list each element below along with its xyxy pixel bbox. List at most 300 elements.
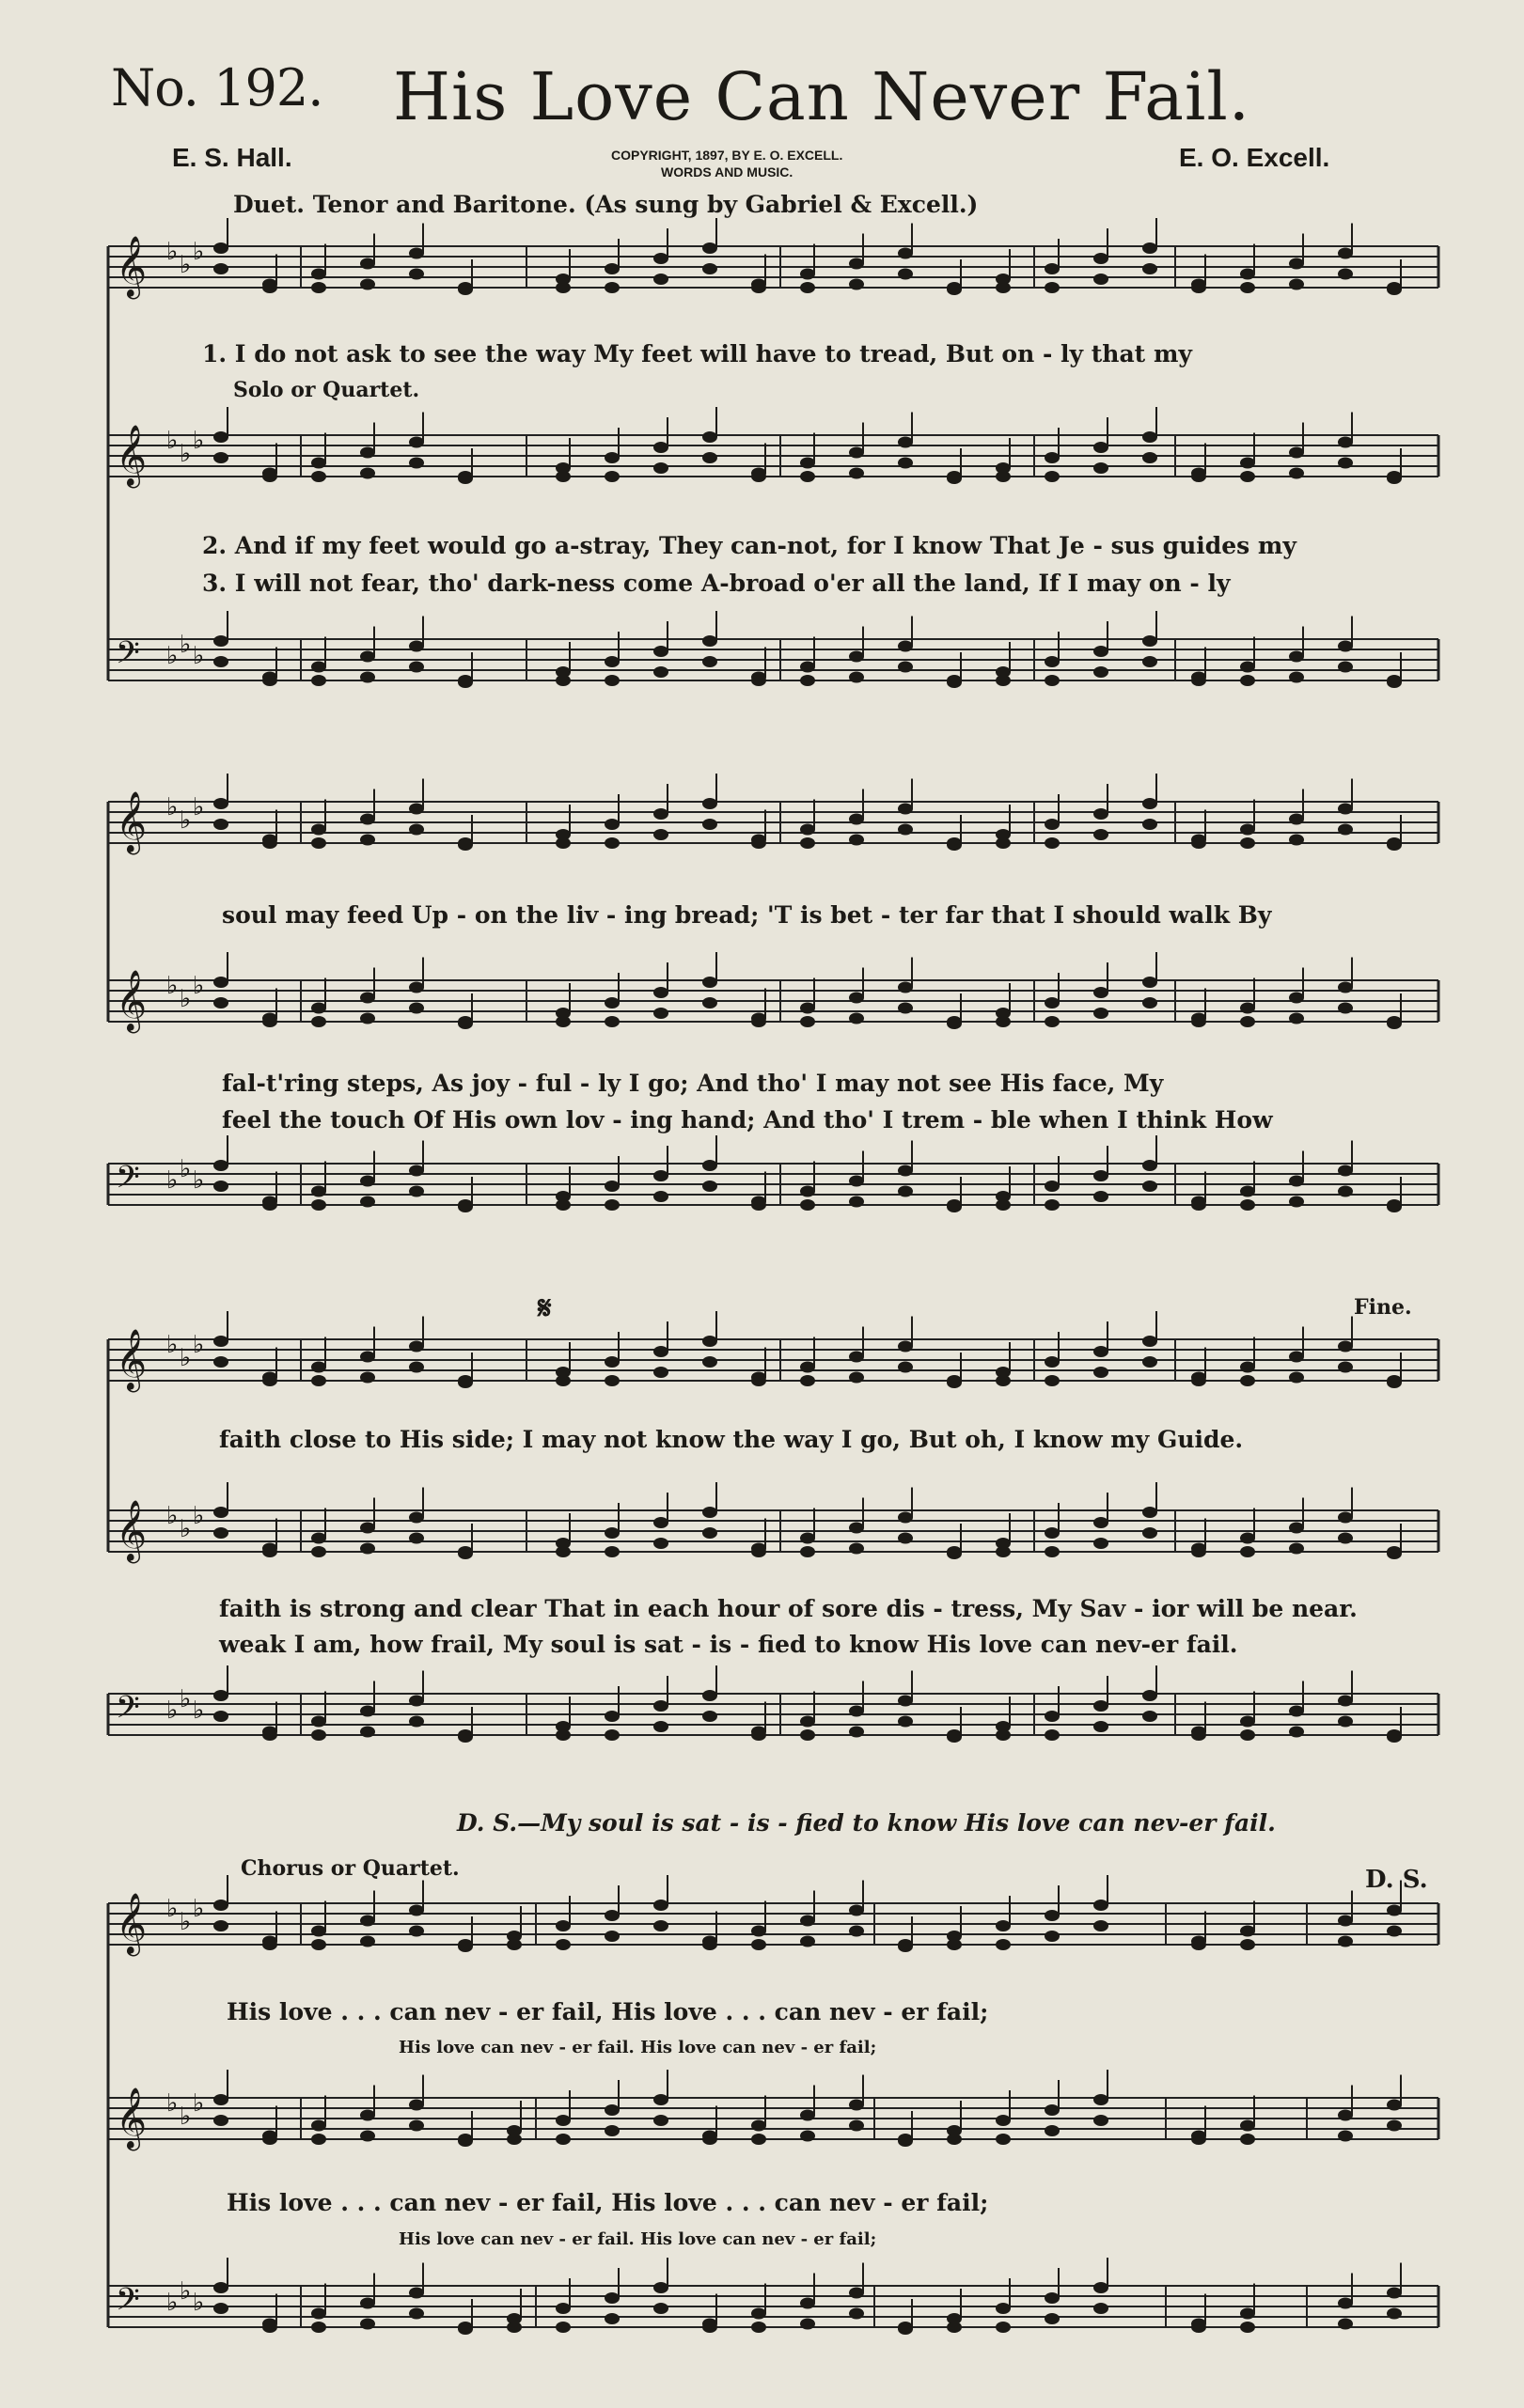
note-head <box>605 1016 620 1027</box>
note-head <box>1387 1729 1402 1741</box>
note-head <box>800 1716 815 1728</box>
flat-sign-icon: ♭ <box>193 427 205 455</box>
note-head <box>800 1016 815 1027</box>
system2-verse3: feel the touch Of His own lov - ing hand; And tho' I trem - ble when I think How <box>222 1106 1273 1134</box>
note-head <box>1387 1199 1402 1211</box>
flat-sign-icon: ♭ <box>166 427 179 455</box>
note-head <box>556 1546 571 1557</box>
note-head <box>556 837 571 849</box>
note-head <box>1387 471 1402 482</box>
note-head <box>849 258 864 270</box>
note-head <box>1240 1716 1255 1728</box>
note-head <box>1387 1375 1402 1386</box>
note-head <box>409 248 424 259</box>
flat-sign-icon: ♭ <box>166 1502 179 1530</box>
note-head <box>311 458 326 469</box>
note-head <box>996 471 1011 482</box>
note-head <box>849 672 864 683</box>
chorus-label: Chorus or Quartet. <box>241 1856 460 1881</box>
note-head <box>1045 1181 1060 1192</box>
note-head <box>1093 1721 1108 1732</box>
note-head <box>898 1533 913 1544</box>
note-head <box>1142 452 1157 463</box>
note-head <box>409 2120 424 2132</box>
bass-clef-icon: 𝄢 <box>116 2282 140 2325</box>
note-head <box>702 819 717 830</box>
system1-verse3: 3. I will not fear, tho' dark-ness come A-broad o'er all the land, If I may on - ly <box>202 570 1231 597</box>
note-head <box>1240 1016 1255 1027</box>
note-head <box>996 2303 1011 2314</box>
note-head <box>1142 263 1157 274</box>
note-head <box>653 1700 668 1712</box>
note-head <box>947 837 962 849</box>
copyright-subline: WORDS AND MUSIC. <box>661 164 793 180</box>
note-head <box>213 1160 228 1171</box>
note-head <box>1387 2100 1402 2111</box>
note-head <box>947 1939 962 1950</box>
note-head <box>360 1523 375 1534</box>
note-head <box>898 1003 913 1014</box>
note-head <box>458 471 473 482</box>
note-head <box>1093 666 1108 678</box>
note-head <box>996 1939 1011 1950</box>
flat-sign-icon: ♭ <box>193 238 205 266</box>
note-head <box>213 819 228 830</box>
note-head <box>1338 458 1353 469</box>
note-head <box>1142 1690 1157 1701</box>
note-head <box>458 675 473 686</box>
note-head <box>800 1362 815 1373</box>
note-head <box>1289 1543 1304 1555</box>
note-head <box>849 1727 864 1738</box>
note-head <box>751 2120 766 2132</box>
note-head <box>1093 2282 1108 2293</box>
note-head <box>409 1926 424 1937</box>
note-head <box>996 1546 1011 1557</box>
note-head <box>653 829 668 840</box>
note-head <box>1240 837 1255 849</box>
note-head <box>605 2292 620 2304</box>
note-head <box>311 675 326 686</box>
note-head <box>702 452 717 463</box>
note-head <box>605 471 620 482</box>
note-head <box>1289 1352 1304 1363</box>
note-head <box>213 977 228 988</box>
note-head <box>1142 656 1157 667</box>
note-head <box>1142 819 1157 830</box>
flat-sign-icon: ♭ <box>193 1331 205 1359</box>
note-head <box>605 837 620 849</box>
note-head <box>262 1199 277 1211</box>
note-head <box>1338 2319 1353 2330</box>
flat-sign-icon: ♭ <box>166 972 179 1000</box>
note-head <box>1142 798 1157 809</box>
note-head <box>996 1199 1011 1211</box>
note-head <box>702 2134 717 2145</box>
note-head <box>409 804 424 815</box>
note-head <box>1289 258 1304 270</box>
note-head <box>556 282 571 293</box>
note-head <box>800 1186 815 1197</box>
note-head <box>800 675 815 686</box>
note-head <box>311 282 326 293</box>
note-head <box>1093 1346 1108 1357</box>
note-head <box>360 2298 375 2309</box>
note-head <box>556 1729 571 1741</box>
note-head <box>458 1546 473 1557</box>
note-head <box>849 651 864 663</box>
note-head <box>1240 1186 1255 1197</box>
chorus-line2: His love . . . can nev - er fail, His love . . . can nev - er fail; <box>227 2189 989 2216</box>
note-head <box>1289 993 1304 1004</box>
note-head <box>409 1716 424 1728</box>
flat-sign-icon: ♭ <box>193 1166 205 1195</box>
note-head <box>360 1176 375 1187</box>
treble-clef-icon: 𝄞 <box>116 970 148 1031</box>
flat-sign-icon: ♭ <box>166 1697 179 1725</box>
note-head <box>556 1199 571 1211</box>
note-head <box>213 2094 228 2105</box>
note-head <box>1142 1356 1157 1368</box>
note-head <box>1093 1008 1108 1019</box>
note-head <box>360 447 375 459</box>
note-head <box>360 258 375 270</box>
note-head <box>1045 837 1060 849</box>
note-head <box>898 1186 913 1197</box>
note-head <box>1093 253 1108 264</box>
note-head <box>1191 1375 1206 1386</box>
note-head <box>1338 641 1353 652</box>
note-head <box>800 1915 815 1927</box>
note-head <box>751 2134 766 2145</box>
note-head <box>605 656 620 667</box>
note-head <box>1387 675 1402 686</box>
note-head <box>605 2313 620 2324</box>
note-head <box>702 242 717 254</box>
note-head <box>605 282 620 293</box>
note-head <box>1240 824 1255 836</box>
note-head <box>262 675 277 686</box>
note-head <box>311 837 326 849</box>
note-head <box>653 646 668 657</box>
note-head <box>898 1512 913 1524</box>
note-head <box>751 471 766 482</box>
note-head <box>360 1013 375 1024</box>
note-head <box>360 2131 375 2142</box>
note-head <box>1093 1700 1108 1712</box>
note-head <box>605 1199 620 1211</box>
bass-clef-icon: 𝄢 <box>116 635 140 679</box>
flat-sign-icon: ♭ <box>193 2289 205 2317</box>
note-head <box>1387 1546 1402 1557</box>
note-head <box>653 1721 668 1732</box>
note-head <box>605 1729 620 1741</box>
note-head <box>1093 1517 1108 1528</box>
note-head <box>653 2094 668 2105</box>
flat-sign-icon: ♭ <box>166 1331 179 1359</box>
note-head <box>1289 1196 1304 1208</box>
flat-sign-icon: ♭ <box>180 806 192 835</box>
note-head <box>653 1517 668 1528</box>
note-head <box>1045 1356 1060 1368</box>
note-head <box>1387 1926 1402 1937</box>
flat-sign-icon: ♭ <box>166 1895 179 1923</box>
note-head <box>1240 1546 1255 1557</box>
note-head <box>996 2115 1011 2126</box>
note-head <box>360 1936 375 1947</box>
note-head <box>1240 2308 1255 2320</box>
note-head <box>1338 1165 1353 1177</box>
note-head <box>800 458 815 469</box>
note-head <box>605 2104 620 2116</box>
treble-clef-icon: 𝄞 <box>116 1893 148 1954</box>
copyright-line: COPYRIGHT, 1897, BY E. O. EXCELL. <box>611 148 843 163</box>
flat-sign-icon: ♭ <box>166 238 179 266</box>
note-head <box>262 837 277 849</box>
note-head <box>702 1356 717 1368</box>
note-head <box>702 1711 717 1722</box>
note-head <box>1045 1931 1060 1942</box>
flat-sign-icon: ♭ <box>193 793 205 821</box>
note-head <box>1289 835 1304 846</box>
note-head <box>262 1016 277 1027</box>
note-head <box>360 1196 375 1208</box>
note-head <box>996 282 1011 293</box>
note-head <box>849 835 864 846</box>
note-head <box>1142 1181 1157 1192</box>
note-head <box>1142 1507 1157 1518</box>
note-head <box>458 2322 473 2333</box>
note-head <box>653 666 668 678</box>
note-head <box>653 274 668 285</box>
note-head <box>1289 1013 1304 1024</box>
flat-sign-icon: ♭ <box>180 1344 192 1372</box>
note-head <box>996 675 1011 686</box>
note-head <box>1093 1367 1108 1378</box>
note-head <box>1289 447 1304 459</box>
note-head <box>1191 1016 1206 1027</box>
note-head <box>1240 662 1255 673</box>
note-head <box>702 2322 717 2333</box>
note-head <box>311 1546 326 1557</box>
note-head <box>1045 997 1060 1009</box>
note-head <box>409 269 424 280</box>
note-head <box>898 804 913 815</box>
note-head <box>409 2308 424 2320</box>
performance-note: Duet. Tenor and Baritone. (As sung by Gabriel & Excell.) <box>233 191 979 218</box>
note-head <box>1289 468 1304 479</box>
note-head <box>213 1181 228 1192</box>
note-head <box>605 1931 620 1942</box>
note-head <box>1338 248 1353 259</box>
note-head <box>409 982 424 993</box>
note-head <box>1338 1512 1353 1524</box>
flat-sign-icon: ♭ <box>180 631 192 659</box>
note-head <box>898 269 913 280</box>
note-head <box>1045 1016 1060 1027</box>
note-head <box>262 282 277 293</box>
note-head <box>360 1915 375 1927</box>
note-head <box>1387 837 1402 849</box>
note-head <box>849 993 864 1004</box>
note-head <box>751 2322 766 2333</box>
note-head <box>702 263 717 274</box>
note-head <box>360 1727 375 1738</box>
note-head <box>849 468 864 479</box>
note-head <box>1045 2313 1060 2324</box>
note-head <box>1045 263 1060 274</box>
note-head <box>1338 662 1353 673</box>
note-head <box>800 1003 815 1014</box>
note-head <box>800 824 815 836</box>
note-head <box>213 635 228 647</box>
note-head <box>849 447 864 459</box>
note-head <box>213 431 228 443</box>
note-head <box>1338 2110 1353 2121</box>
note-head <box>800 2298 815 2309</box>
flat-sign-icon: ♭ <box>180 1155 192 1183</box>
note-head <box>1289 814 1304 825</box>
note-head <box>849 1543 864 1555</box>
note-head <box>1093 442 1108 453</box>
note-head <box>947 282 962 293</box>
note-head <box>458 1016 473 1027</box>
note-head <box>1191 1546 1206 1557</box>
note-head <box>1289 651 1304 663</box>
note-head <box>849 1905 864 1916</box>
note-head <box>947 1375 962 1386</box>
system2-verse2: fal-t'ring steps, As joy - ful - ly I go; And tho' I may not see His face, My <box>222 1070 1164 1097</box>
note-head <box>1142 431 1157 443</box>
note-head <box>1191 282 1206 293</box>
note-head <box>1240 269 1255 280</box>
note-head <box>653 2115 668 2126</box>
note-head <box>213 2282 228 2293</box>
note-head <box>1240 1199 1255 1211</box>
note-head <box>1093 1170 1108 1181</box>
note-head <box>213 1507 228 1518</box>
bass-clef-icon: 𝄢 <box>116 1690 140 1733</box>
note-head <box>213 1711 228 1722</box>
note-head <box>409 641 424 652</box>
note-head <box>1191 837 1206 849</box>
note-head <box>947 1729 962 1741</box>
note-head <box>409 1165 424 1177</box>
note-head <box>1093 808 1108 820</box>
note-head <box>311 2120 326 2132</box>
note-head <box>1240 1729 1255 1741</box>
note-head <box>1338 269 1353 280</box>
note-head <box>311 1939 326 1950</box>
note-head <box>311 1926 326 1937</box>
note-head <box>409 1696 424 1707</box>
note-head <box>702 1527 717 1539</box>
hymn-number: No. 192. <box>111 58 323 117</box>
note-head <box>409 824 424 836</box>
note-head <box>311 1016 326 1027</box>
treble-clef-icon: 𝄞 <box>116 236 148 297</box>
note-head <box>213 1920 228 1931</box>
dal-segno-line: D. S.—My soul is sat - is - fied to know His love can nev-er fail. <box>457 1809 1276 1837</box>
note-head <box>1338 1936 1353 1947</box>
note-head <box>1093 1191 1108 1202</box>
note-head <box>1093 1920 1108 1931</box>
note-head <box>849 1013 864 1024</box>
note-head <box>800 1729 815 1741</box>
note-head <box>360 651 375 663</box>
chorus-line1: His love . . . can nev - er fail, His love . . . can nev - er fail; <box>227 1998 989 2025</box>
note-head <box>409 1003 424 1014</box>
note-head <box>262 471 277 482</box>
note-head <box>458 1375 473 1386</box>
note-head <box>653 442 668 453</box>
note-head <box>653 253 668 264</box>
flat-sign-icon: ♭ <box>180 2103 192 2131</box>
note-head <box>1289 1523 1304 1534</box>
system3-verse1: faith close to His side; I may not know the way I go, But oh, I know my Guide. <box>219 1426 1244 1453</box>
note-head <box>702 656 717 667</box>
note-head <box>360 814 375 825</box>
lyricist-credit: E. S. Hall. <box>172 143 292 172</box>
flat-sign-icon: ♭ <box>180 251 192 279</box>
note-head <box>1338 1362 1353 1373</box>
note-head <box>605 452 620 463</box>
note-head <box>1142 997 1157 1009</box>
note-head <box>360 1706 375 1717</box>
note-head <box>409 1341 424 1353</box>
chorus-echo1: His love can nev - er fail. His love can nev - er fail; <box>399 2038 877 2057</box>
note-head <box>605 263 620 274</box>
note-head <box>800 1199 815 1211</box>
note-head <box>1093 829 1108 840</box>
note-head <box>1045 1527 1060 1539</box>
note-head <box>213 242 228 254</box>
note-head <box>1240 282 1255 293</box>
note-head <box>458 837 473 849</box>
note-head <box>1045 1711 1060 1722</box>
note-head <box>898 982 913 993</box>
solo-label: Solo or Quartet. <box>233 378 420 402</box>
note-head <box>1338 1915 1353 1927</box>
note-head <box>311 1729 326 1741</box>
note-head <box>213 263 228 274</box>
note-head <box>1338 1186 1353 1197</box>
note-head <box>653 2282 668 2293</box>
note-head <box>262 2134 277 2145</box>
note-head <box>849 1176 864 1187</box>
note-head <box>702 1507 717 1518</box>
treble-clef-icon: 𝄞 <box>116 425 148 486</box>
note-head <box>360 1543 375 1555</box>
note-head <box>311 824 326 836</box>
note-head <box>751 675 766 686</box>
note-head <box>751 1939 766 1950</box>
note-head <box>556 471 571 482</box>
note-head <box>360 2110 375 2121</box>
note-head <box>702 1336 717 1347</box>
note-head <box>898 662 913 673</box>
note-head <box>947 2134 962 2145</box>
note-head <box>1093 2115 1108 2126</box>
note-head <box>751 1729 766 1741</box>
note-head <box>1289 672 1304 683</box>
note-head <box>556 2303 571 2314</box>
note-head <box>1338 982 1353 993</box>
note-head <box>1045 1910 1060 1921</box>
note-head <box>409 1905 424 1916</box>
note-head <box>849 1196 864 1208</box>
note-head <box>898 248 913 259</box>
